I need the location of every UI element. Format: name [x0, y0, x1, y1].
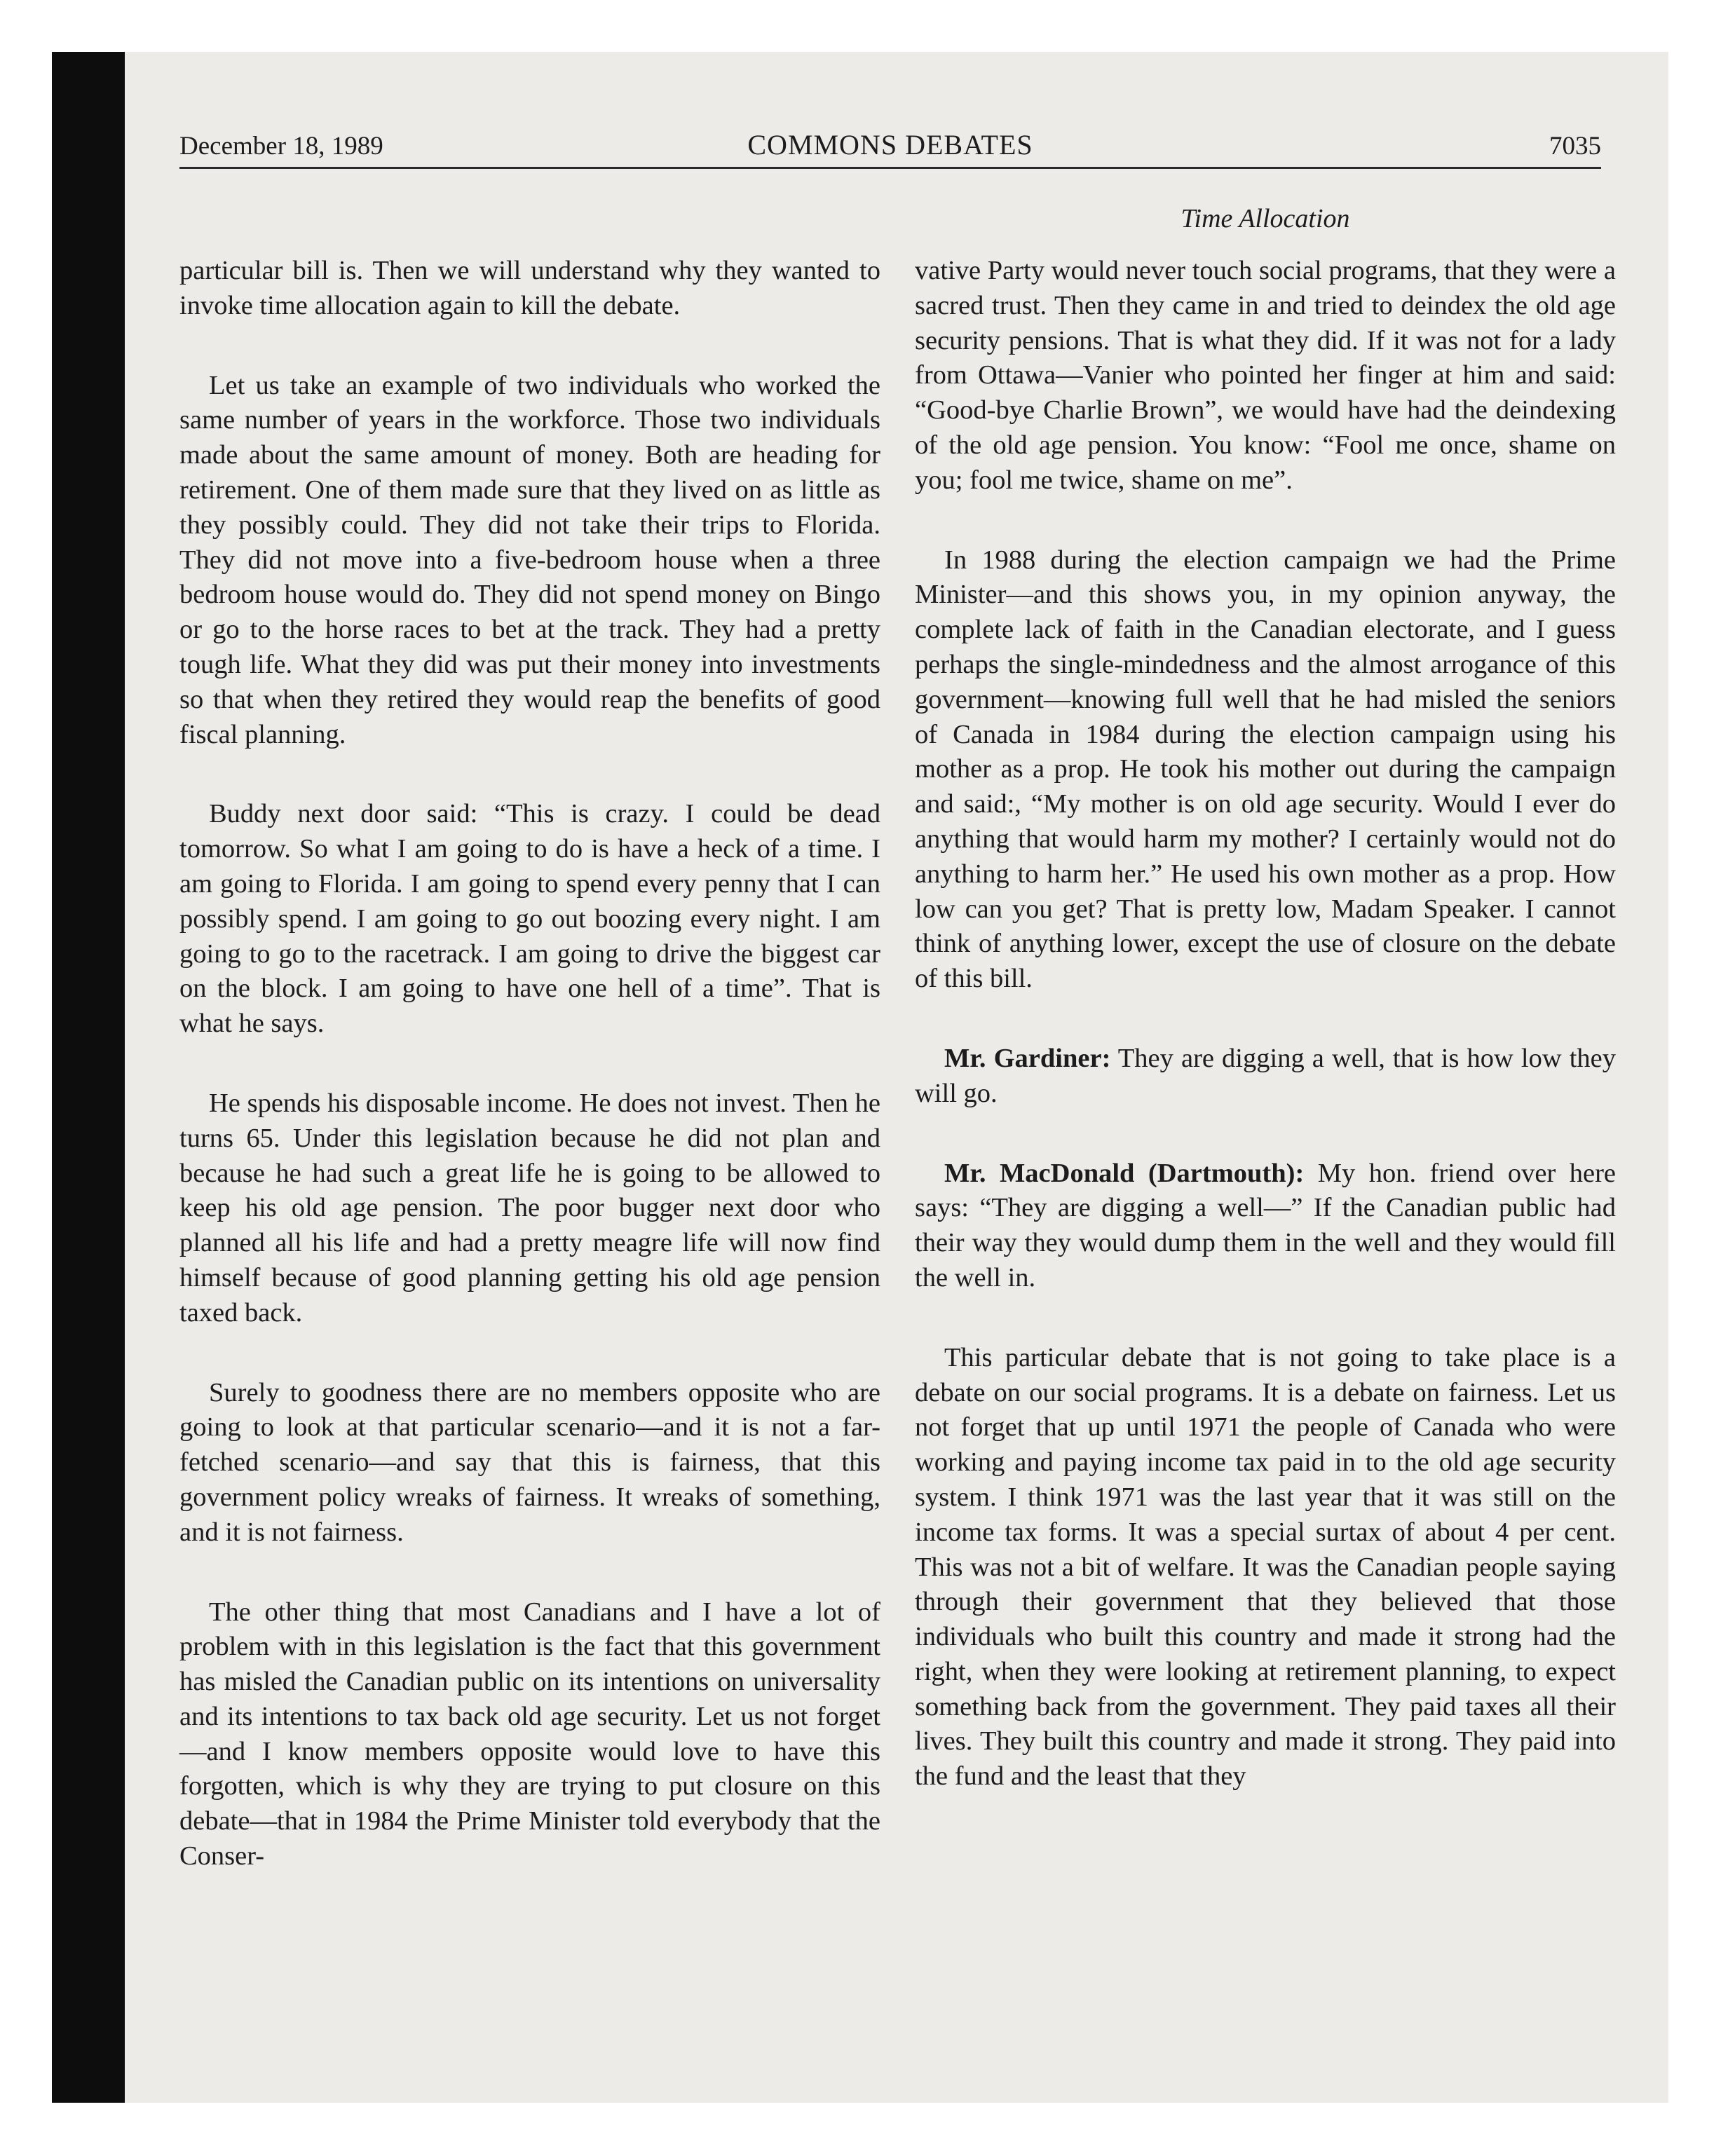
- speech-macdonald: [915, 1157, 1616, 1296]
- paragraph: Surely to goodness there are no members opposite who are going to look at that particular scenario—and it is not a far-fetched scenario—and say that this is fairness, that this government policy wreaks of fairness. It wreaks of something, and it is not fairness.: [179, 1377, 880, 1547]
- page-header: [179, 123, 1601, 169]
- speaker-name: Mr. Gardiner:: [944, 1043, 1111, 1073]
- header-title: COMMONS DEBATES: [747, 129, 1033, 161]
- left-column: [179, 254, 880, 1919]
- header-date: December 18, 1989: [179, 132, 383, 161]
- speaker-name: Mr. MacDonald (Dartmouth):: [944, 1158, 1305, 1188]
- paragraph: In 1988 during the election campaign we had the Prime Minister—and this shows you, in my opinion anyway, the complete lack of faith in the Canadian electorate, and I guess perhaps the single-mindedness and the almost arrogance of this government—knowing full well that he had misled the seniors of Canada in 1984 during the election campaign using his mother as a prop. He took his mother out during the campaign and said:, “My mother is on old age security. Would I ever do anything that would harm my mother? I certainly would not do anything to harm her.” He used his own mother as a prop. How low can you get? That is pretty low, Madam Speaker. I cannot think of anything lower, except the use of closure on the debate of this bill.: [915, 545, 1616, 994]
- paragraph: Buddy next door said: “This is crazy. I could be dead tomorrow. So what I am going to do is have a heck of a time. I am going to Florida. I am going to spend every penny that I can possibly spend. I am going to go out boozing every night. I am going to go to the racetrack. I am going to drive the biggest car on the block. I am going to have one hell of a time”. That is what he says.: [179, 799, 880, 1039]
- speech-text: They are digging a well, that is how low they will go.: [915, 1043, 1616, 1108]
- paragraph: The other thing that most Canadians and I have a lot of problem with in this legislation is the fact that this government has misled the Canadian public on its intentions on universality and its intentions to tax back old age security. Let us not forget—and I know members opposite would love to have this forgotten, which is why they are trying to put closure on this debate—that in 1984 the Prime Minister told everybody that the Conser-: [179, 1597, 880, 1871]
- paragraph: Let us take an example of two individuals who worked the same number of years in the workforce. Those two individuals made about the same amount of money. Both are heading for retirement. One of them made sure that they lived on as little as they possibly could. They did not take their trips to Florida. They did not move into a five-bedroom house when a three bedroom house would do. They did not spend money on Bingo or go to the horse races to bet at the track. They had a pretty tough life. What they did was put their money into investments so that when they retired they would reap the benefits of good fiscal planning.: [179, 370, 880, 749]
- speech-gardiner: [915, 1042, 1616, 1112]
- speech-text: My hon. friend over here says: “They are digging a well—” If the Canadian public had their way they would dump them in the well and they would fill the well in.: [915, 1158, 1616, 1292]
- section-label: Time Allocation: [1181, 204, 1350, 233]
- paragraph: He spends his disposable income. He does not invest. Then he turns 65. Under this legislation because he did not plan and because he had such a great life he is going to be allowed to keep his old age pension. The poor bugger next door who planned all his life and had a pretty meagre life will now find himself because of good planning getting his old age pension taxed back.: [179, 1088, 880, 1328]
- right-column: [915, 254, 1616, 1839]
- paragraph: vative Party would never touch social programs, that they were a sacred trust. Then they came in and tried to deindex the old age security pensions. That is what they did. If it was not for a lady from Ottawa—Vanier who pointed her finger at him and said: “Good-bye Charlie Brown”, we would have had the deindexing of the old age pension. You know: “Fool me once, shame on you; fool me twice, shame on me”.: [915, 256, 1616, 495]
- paragraph: This particular debate that is not going to take place is a debate on our social programs. It is a debate on fairness. Let us not forget that up until 1971 the people of Canada who were working and paying income tax paid in to the old age security system. I think 1971 was the last year that it was still on the income tax forms. It was a special surtax of about 4 per cent. This was not a bit of welfare. It was the Canadian people saying through their government that they believed that those individuals who built this country and made it strong had the right, when they were looking at retirement planning, to expect something back from the government. They paid taxes all their lives. They built this country and made it strong. They paid into the fund and the least that they: [915, 1342, 1616, 1792]
- paragraph: particular bill is. Then we will understand why they wanted to invoke time allocation again to kill the debate.: [179, 256, 880, 320]
- page-number: 7035: [1549, 132, 1601, 161]
- binding-edge: [52, 52, 125, 2103]
